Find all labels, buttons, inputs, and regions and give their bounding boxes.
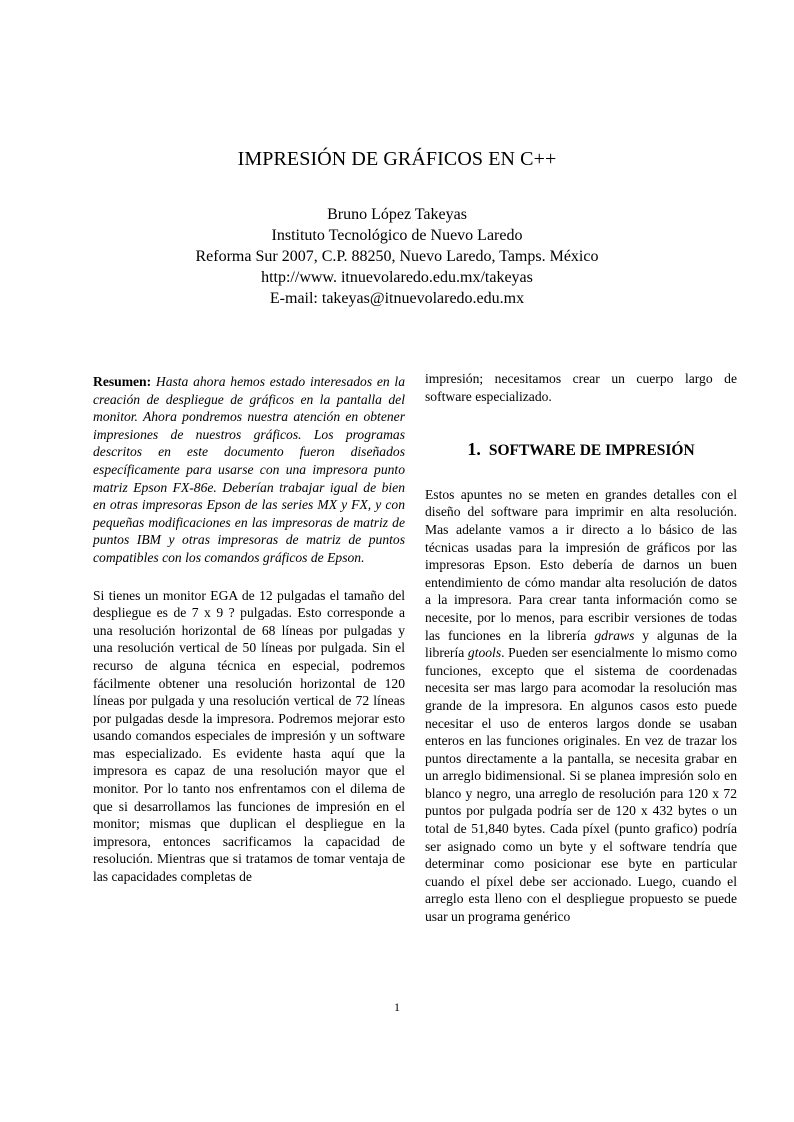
- section-body-part2: y algunas de la librería: [425, 627, 737, 661]
- author-institution: Instituto Tecnológico de Nuevo Laredo: [271, 227, 523, 244]
- section-body-part3: . Pueden ser esencialmente lo mismo como funciones, excepto que el sistema de coordenadas necesita ser mas largo para acomodar la resolución mas grande de la impresora. En algunos casos esto puede necesitar el uso de enteros largos donde se usaban enteros en las funciones originales. En vez de trazar los puntos directamente a la pantalla, se necesita grabar en un arreglo bidimensional. Si se planea impresión solo en blanco y negro, una arreglo de resolución para 120 x 72 puntos por pulgada podría ser de 120 x 432 bytes o un total de 51,840 bytes. Cada píxel (punto grafico) podría ser asignado como un byte y el software tendría que determinar como posicionar ese byte en particular cuando el píxel debe ser accionado. Luego, cuando el arreglo esta lleno con el despliegue propuesto se puede usar un programa genérico: [425, 645, 737, 925]
- library-gdraws: gdraws: [594, 627, 635, 643]
- intro-paragraph: Si tienes un monitor EGA de 12 pulgadas el tamaño del despliegue es de 7 x 9 ? pulgadas. Esto corresponde a una resolución horizontal de 68 líneas por pulgadas y una resolución vertical de 50 líneas por pulgada. Sin el recurso de alguna técnica en especial, podremos fácilmente obtener una resolución horizontal de 120 líneas por pulgada y una resolución vertical de 72 líneas por pulgadas desde la impresora. Podremos mejorar esto usando comandos especiales de impresión y un software mas especializado. Es evidente hasta aquí que la impresora es capaz de una resolución mayor que el monitor. Por lo tanto nos enfrentamos con el dilema de que si desarrollamos las funciones de impresión en el monitor; mismas que duplican el despliegue en la impresora, entonces sacrificamos la capacidad de resolución. Mientras que si tratamos de tomar ventaja de las capacidades completas de: [93, 587, 405, 885]
- intro-continuation: impresión; necesitamos crear un cuerpo largo de software especializado.: [425, 371, 737, 404]
- section-body: [425, 486, 737, 926]
- page-number: 1: [394, 1000, 400, 1014]
- section-number: 1.: [467, 439, 481, 460]
- abstract-label: Resumen:: [93, 374, 152, 389]
- author-address: Reforma Sur 2007, C.P. 88250, Nuevo Laredo, Tamps. México: [195, 248, 599, 265]
- author-url[interactable]: http://www. itnuevolaredo.edu.mx/takeyas: [261, 269, 533, 286]
- author-block: [0, 204, 794, 309]
- paper-title: IMPRESIÓN DE GRÁFICOS EN C++: [237, 148, 557, 170]
- library-gtools: gtools: [467, 645, 502, 661]
- section-body-part1: Estos apuntes no se meten en grandes detalles con el diseño del software para imprimir en alta resolución. Mas adelante vamos a ir directo a lo básico de las técnicas usadas para la impresión de gráficos por las impresoras Epson. Esto debería de darnos un buen entendimiento de cómo mandar alta resolución de datos a la impresora. Para crear tanta información como se necesite, por lo menos, para escribir versiones de todas las funciones en la librería: [425, 486, 737, 643]
- abstract-text: Hasta ahora hemos estado interesados en la creación de despliegue de gráficos en la pantalla del monitor. Ahora pondremos nuestra atención en obtener impresiones de nuestros gráficos. Los programas descritos en este documento fueron diseñados específicamente para usarse con una impresora punto matriz Epson FX-86e. Deberían trabajar igual de bien en otras impresoras Epson de las series MX y FX, y con pequeñas modificaciones en las impresoras de matriz de puntos IBM y otras impresoras de matriz de puntos compatibles con los comandos gráficos de Epson.: [93, 374, 405, 565]
- author-email[interactable]: E-mail: takeyas@itnuevolaredo.edu.mx: [269, 290, 525, 307]
- abstract: [93, 373, 405, 567]
- right-column: [425, 370, 737, 926]
- section-title: SOFTWARE DE IMPRESIÓN: [488, 442, 695, 460]
- author-name: Bruno López Takeyas: [327, 206, 467, 223]
- section-heading: [425, 441, 737, 460]
- left-column: [93, 373, 405, 886]
